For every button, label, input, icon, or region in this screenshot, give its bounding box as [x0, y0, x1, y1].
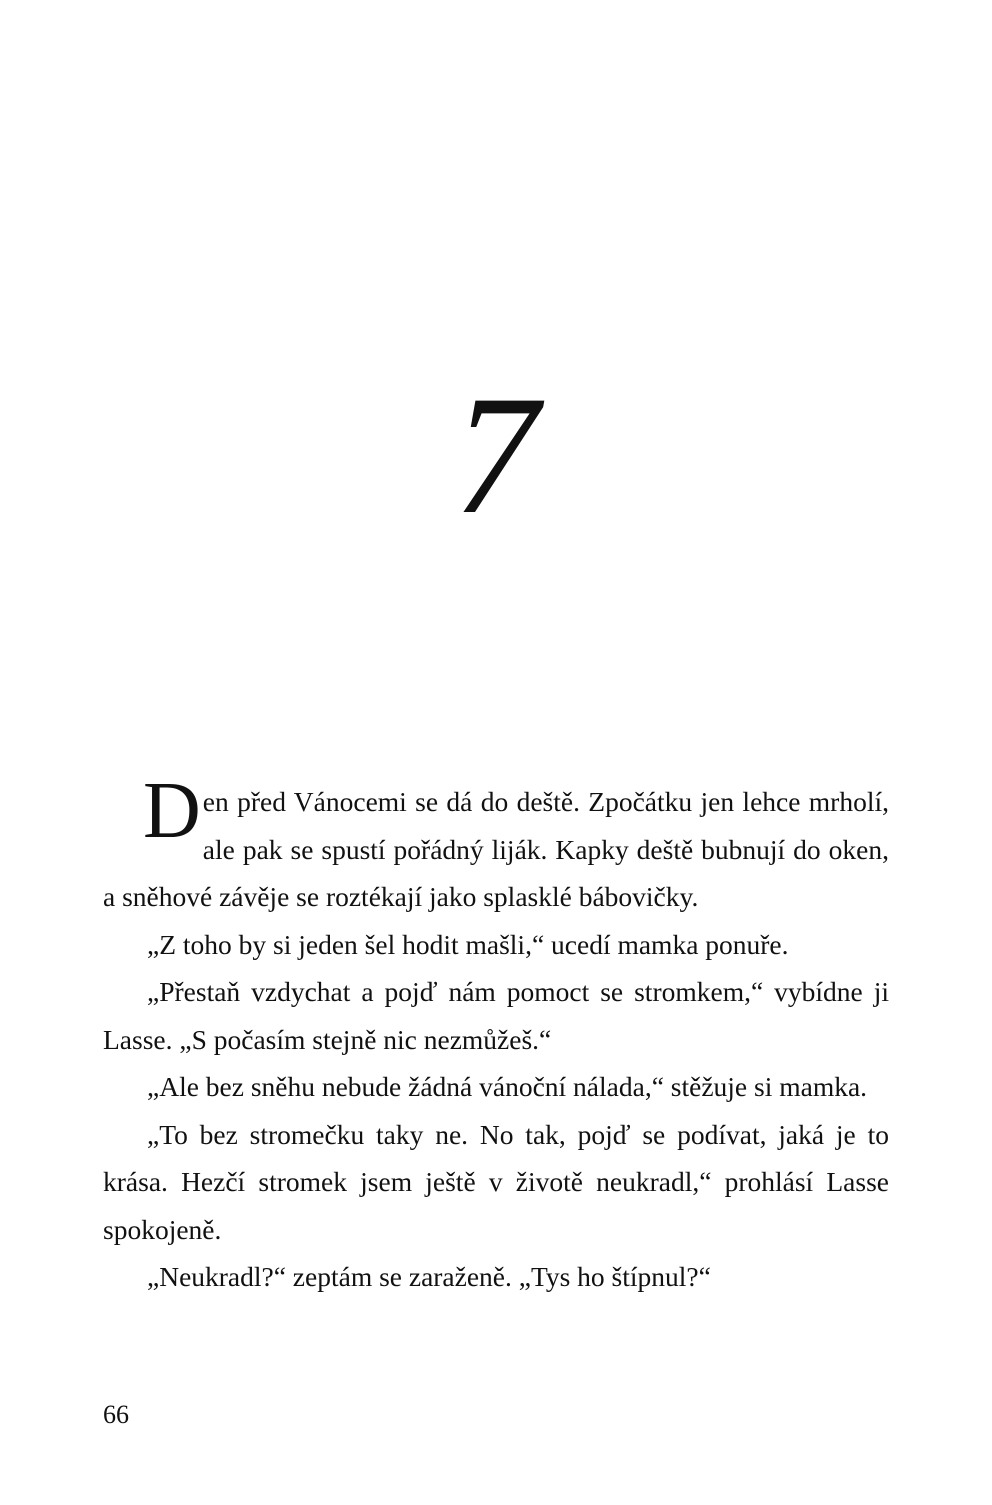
paragraph: „Z toho by si jeden šel hodit mašli,“ ucedí mamka ponuře.	[147, 928, 789, 960]
paragraph: „Ale bez sněhu nebude žádná vánoční nálada,“ stěžuje si mamka.	[147, 1071, 868, 1102]
chapter-body	[103, 767, 889, 1301]
chapter-number: 7	[453, 361, 539, 549]
paragraph: „To bez stromečku taky ne. No tak, pojď se podívat, jaká je to krása. Hezčí stromek jsem ještě v životě neukradl,“ prohlásí Lasse spokojeně.	[103, 1118, 889, 1245]
first-paragraph-text: en před Vánocemi se dá do deště. Zpočátku jen lehce mrholí, ale pak se spustí pořádný liják. Kapky deště bubnují do oken, a sněhové závěje se roztékají jako splasklé bábovičky.	[103, 786, 889, 912]
first-paragraph	[103, 767, 889, 921]
paragraph: „Přestaň vzdychat a pojď nám pomoct se stromkem,“ vybídne ji Lasse. „S počasím stejně nic nezmůžeš.“	[103, 976, 889, 1055]
page-number: 66	[103, 1400, 129, 1429]
drop-cap: D	[143, 767, 201, 855]
paragraph: „Neukradl?“ zeptám se zaraženě. „Tys ho štípnul?“	[147, 1261, 711, 1292]
